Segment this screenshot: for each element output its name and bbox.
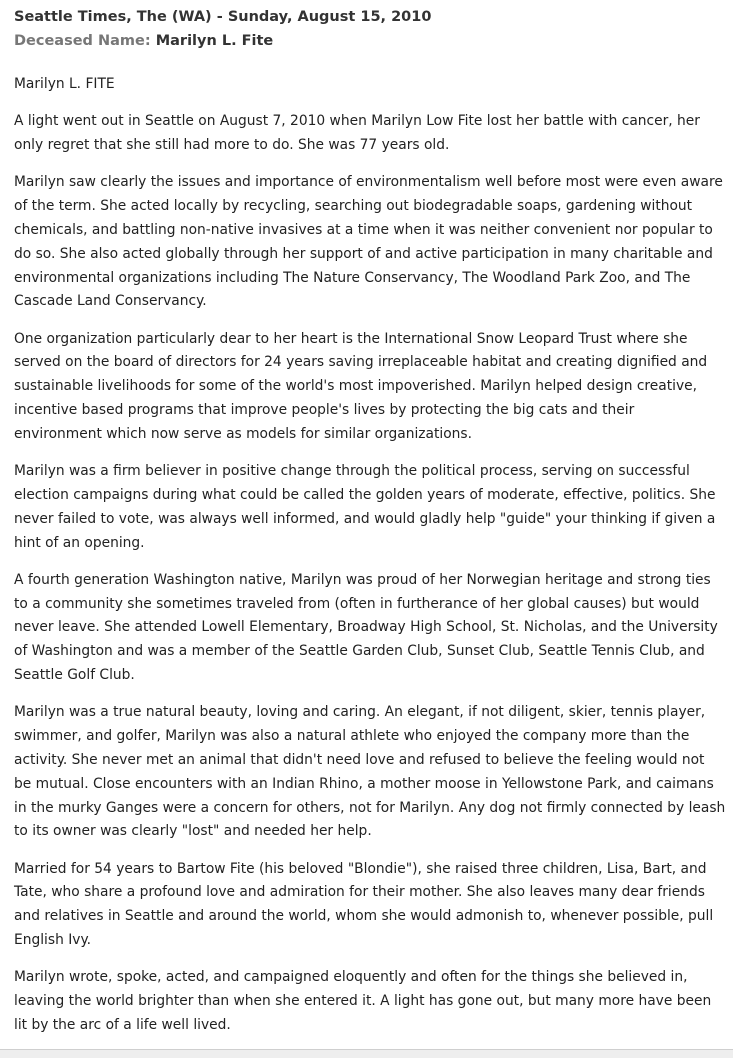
paragraph: Marilyn saw clearly the issues and importance of environmentalism well before most were even aware of the term. She acted locally by recycling, searching out biodegradable soaps, gardening without chemicals, and battling non-native invasives at a time when it was neither convenient nor popular to do so. She also acted globally through her support of and active participation in many charitable and environmental organizations including The Nature Conservancy, The Woodland Park Zoo, and The Cascade Land Conservancy. bbox=[14, 174, 723, 310]
deceased-name: Marilyn L. Fite bbox=[155, 33, 274, 49]
obituary-document bbox=[14, 6, 726, 1038]
publication-headline bbox=[14, 6, 726, 29]
obituary-name-line: Marilyn L. FITE bbox=[14, 76, 115, 92]
headline-separator: - bbox=[211, 9, 228, 25]
paragraph: Marilyn wrote, spoke, acted, and campaigned eloquently and often for the things she believed in, leaving the world brighter than when she entered it. A light has gone out, but many more have been lit by the arc of a life well lived. bbox=[14, 969, 712, 1033]
paragraph: A fourth generation Washington native, Marilyn was proud of her Norwegian heritage and strong ties to a community she sometimes traveled from (often in furtherance of her global causes) but would never leave. She attended Lowell Elementary, Broadway High School, St. Nicholas, and the University of Washington and was a member of the Seattle Garden Club, Sunset Club, Seattle Tennis Club, and Seattle Golf Club. bbox=[14, 571, 718, 684]
paragraph: Marilyn was a firm believer in positive change through the political process, serving on successful election campaigns during what could be called the golden years of moderate, effective, politics. She never failed to vote, was always well informed, and would gladly help "guide" your thinking if given a hint of an opening. bbox=[14, 463, 716, 551]
deceased-label: Deceased Name: bbox=[14, 33, 151, 49]
paragraph: Marilyn was a true natural beauty, loving and caring. An elegant, if not diligent, skier, tennis player, swimmer, and golfer, Marilyn was also a natural athlete who enjoyed the company more than the activity. She never met an animal that didn't need love and refused to believe the feeling would not be mutual. Close encounters with an Indian Rhino, a mother moose in Yellowstone Park, and caimans in the murky Ganges were a concern for others, not for Marilyn. Any dog not firmly connected by leash to its owner was clearly "lost" and needed her help. bbox=[14, 704, 726, 840]
publication-name: Seattle Times, The (WA) bbox=[14, 9, 212, 25]
paragraph: Married for 54 years to Bartow Fite (his beloved "Blondie"), she raised three children, Lisa, Bart, and Tate, who share a profound love and admiration for their mother. She also leaves many dear friends and relatives in Seattle and around the world, whom she would admonish to, whenever possible, pull English Ivy. bbox=[14, 860, 714, 948]
deceased-line bbox=[14, 29, 726, 53]
publication-date: Sunday, August 15, 2010 bbox=[227, 9, 432, 25]
paragraph: One organization particularly dear to her heart is the International Snow Leopard Trust where she served on the board of directors for 24 years saving irreplaceable habitat and creating dignified and sustainable livelihoods for some of the world's most impoverished. Marilyn helped design creative, incentive based programs that improve people's lives by protecting the big cats and their environment which now serve as models for similar organizations. bbox=[14, 330, 708, 442]
paragraph: A light went out in Seattle on August 7, 2010 when Marilyn Low Fite lost her battle with cancer, her only regret that she still had more to do. She was 77 years old. bbox=[14, 113, 700, 154]
